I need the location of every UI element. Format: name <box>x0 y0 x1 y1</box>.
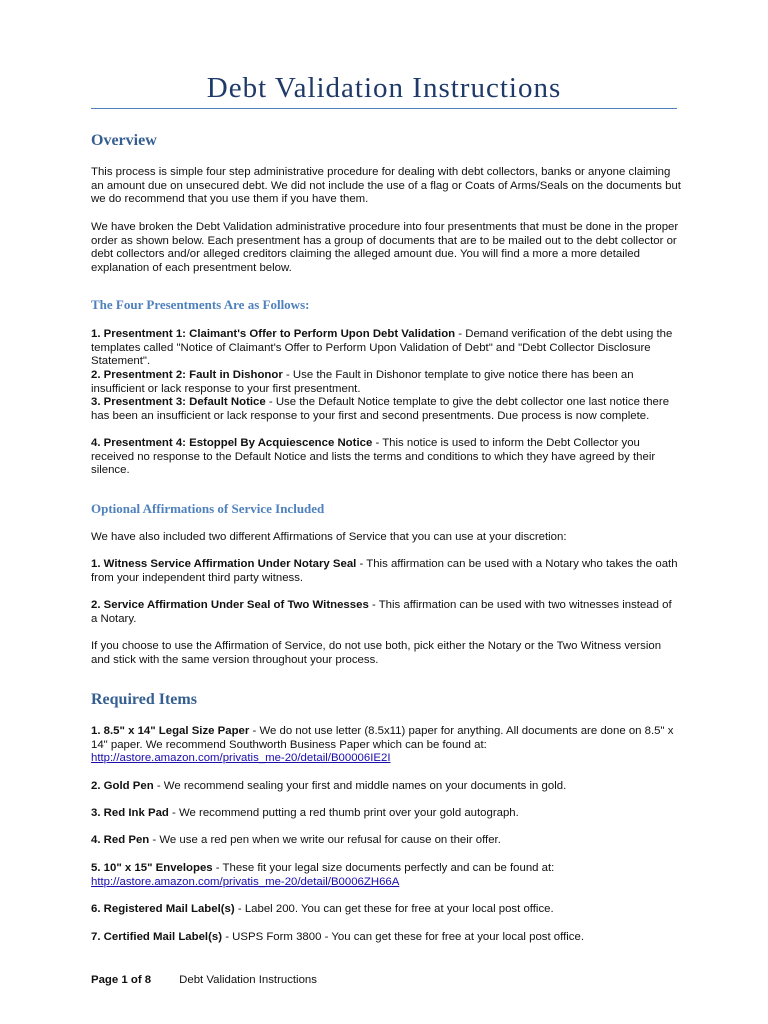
affirmations-intro: We have also included two different Affirmations of Service that you can use at your discretion: <box>91 531 567 543</box>
overview-paragraph-2: We have broken the Debt Validation administrative procedure into four presentments that must be done in the proper order as shown below. Each presentment has a group of documents that are to be mailed out to the debt collector or debt collectors and/or alleged creditors claiming the alleged amount due. You will find a more a more detailed explanation of each presentment below. <box>91 221 679 275</box>
required-item-1-label: 1. 8.5" x 14" Legal Size Paper <box>91 725 250 737</box>
required-item-7-text: - USPS Form 3800 - You can get these for free at your local post office. <box>222 931 584 943</box>
required-item-2-label: 2. Gold Pen <box>91 780 154 792</box>
presentment-item-1 <box>91 328 681 369</box>
affirmations-note: If you choose to use the Affirmation of Service, do not use both, pick either the Notary or the Two Witness version and stick with the same version throughout your process. <box>91 640 662 666</box>
presentment-item-3-text: - Use the Default Notice template to give the debt collector one last notice there has been an insufficient or lack response to your first and second presentments. Due process is now complete. <box>91 396 670 422</box>
presentment-item-3 <box>91 396 681 423</box>
affirmations-heading: Optional Affirmations of Service Included <box>91 501 325 516</box>
required-item-5-text: - These fit your legal size documents perfectly and can be found at: <box>212 862 555 874</box>
required-item-5-label: 5. 10" x 15" Envelopes <box>91 862 213 874</box>
required-item-7-label: 7. Certified Mail Label(s) <box>91 931 223 943</box>
required-item-4 <box>91 834 681 848</box>
page-number: Page 1 of 8 <box>91 974 152 986</box>
required-item-6-text: - Label 200. You can get these for free at your local post office. <box>234 903 554 915</box>
overview-paragraph-1: This process is simple four step administrative procedure for dealing with debt collectors, banks or anyone claiming an amount due on unsecured debt. We did not include the use of a flag or Coats of Arms/Seals on the documents but we do recommend that you use them if you have them. <box>91 166 681 206</box>
presentments-heading: The Four Presentments Are as Follows: <box>91 297 310 312</box>
required-item-3-label: 3. Red Ink Pad <box>91 807 169 819</box>
page-footer <box>91 974 317 986</box>
presentment-item-3-label: 3. Presentment 3: Default Notice <box>91 396 266 408</box>
required-item-4-text: - We use a red pen when we write our refusal for cause on their offer. <box>149 834 501 846</box>
affirmation-item-2-label: 2. Service Affirmation Under Seal of Two Witnesses <box>91 599 369 611</box>
paper-link[interactable]: http://astore.amazon.com/privatis_me-20/detail/B00006IE2I <box>91 752 391 765</box>
document-title: Debt Validation Instructions <box>206 72 562 104</box>
presentment-item-4 <box>91 437 681 478</box>
presentment-item-2-text: - Use the Fault in Dishonor template to give notice there has been an insufficient or lack response to your first presentment. <box>91 369 634 395</box>
overview-heading: Overview <box>91 132 157 149</box>
required-item-2 <box>91 780 681 794</box>
affirmation-item-2 <box>91 599 681 626</box>
presentment-item-2 <box>91 369 681 396</box>
presentment-item-1-text: - Demand verification of the debt using the templates called "Notice of Claimant's Offer to Perform Upon Validation of Debt" and "Debt Collector Disclosure Statement". <box>91 328 673 368</box>
required-item-6 <box>91 903 681 917</box>
required-item-1-text: - We do not use letter (8.5x11) paper for anything. All documents are done on 8.5" x 14" paper. We recommend Southworth Business Paper which can be found at: <box>91 725 674 751</box>
presentment-item-4-text: - This notice is used to inform the Debt Collector you received no response to the Default Notice and lists the terms and conditions to which they have agreed by their silence. <box>91 437 656 477</box>
required-item-3-text: - We recommend putting a red thumb print over your gold autograph. <box>168 807 519 819</box>
required-item-7 <box>91 931 681 945</box>
footer-title: Debt Validation Instructions <box>179 974 317 986</box>
affirmation-item-1-label: 1. Witness Service Affirmation Under Notary Seal <box>91 558 357 570</box>
required-item-3 <box>91 807 681 821</box>
required-item-6-label: 6. Registered Mail Label(s) <box>91 903 235 915</box>
title-divider <box>91 108 677 109</box>
envelopes-link[interactable]: http://astore.amazon.com/privatis_me-20/detail/B0006ZH66A <box>91 875 400 888</box>
required-item-2-text: - We recommend sealing your first and middle names on your documents in gold. <box>153 780 567 792</box>
presentment-item-2-label: 2. Presentment 2: Fault in Dishonor <box>91 369 283 381</box>
required-item-1 <box>91 725 681 766</box>
presentment-item-4-label: 4. Presentment 4: Estoppel By Acquiescence Notice <box>91 437 373 449</box>
affirmation-item-1-text: - This affirmation can be used with a Notary who takes the oath from your independent third party witness. <box>91 558 678 584</box>
presentment-item-1-label: 1. Presentment 1: Claimant's Offer to Perform Upon Debt Validation <box>91 328 456 340</box>
affirmation-item-1 <box>91 558 681 585</box>
required-item-4-label: 4. Red Pen <box>91 834 150 846</box>
required-items-heading: Required Items <box>91 691 197 708</box>
required-item-5 <box>91 862 681 889</box>
affirmation-item-2-text: - This affirmation can be used with two witnesses instead of a Notary. <box>91 599 672 625</box>
